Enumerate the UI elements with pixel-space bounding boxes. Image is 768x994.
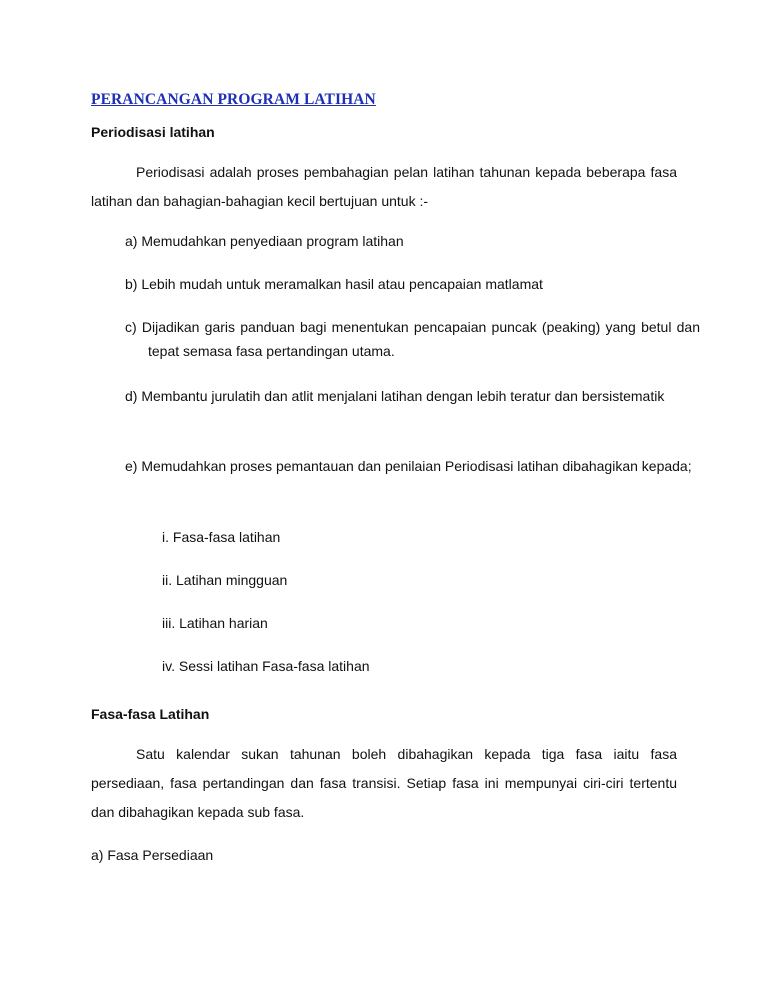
list-item: e) Memudahkan proses pemantauan dan penilaian Periodisasi latihan dibahagikan kepada; (125, 458, 692, 474)
paragraph-periodisasi-intro: Periodisasi adalah proses pembahagian pelan latihan tahunan kepada beberapa fasa latihan dan bahagian-bahagian kecil bertujuan untuk :- (91, 164, 677, 209)
sub-list-item: iii. Latihan harian (162, 615, 268, 631)
list-item: a) Memudahkan penyediaan program latihan (125, 233, 404, 249)
list-item: c) Dijadikan garis panduan bagi menentukan pencapaian puncak (peaking) yang betul dan tepat semasa fasa pertandingan utama. (125, 319, 700, 359)
list-item: b) Lebih mudah untuk meramalkan hasil atau pencapaian matlamat (125, 276, 543, 292)
document-title: PERANCANGAN PROGRAM LATIHAN (91, 91, 376, 108)
sub-list-item: iv. Sessi latihan Fasa-fasa latihan (162, 658, 370, 674)
sub-list-item: i. Fasa-fasa latihan (162, 529, 281, 545)
paragraph-fasa-intro: Satu kalendar sukan tahunan boleh dibahagikan kepada tiga fasa iaitu fasa persediaan, fasa pertandingan dan fasa transisi. Setiap fasa ini mempunyai ciri-ciri tertentu dan dibahagikan kepada sub fasa. (91, 746, 677, 820)
section-heading-periodisasi: Periodisasi latihan (91, 124, 215, 140)
subsection-label: a) Fasa Persediaan (91, 847, 214, 863)
section-heading-fasa: Fasa-fasa Latihan (91, 706, 210, 722)
sub-list-item: ii. Latihan mingguan (162, 572, 288, 588)
list-item: d) Membantu jurulatih dan atlit menjalani latihan dengan lebih teratur dan bersistematik (125, 388, 665, 404)
